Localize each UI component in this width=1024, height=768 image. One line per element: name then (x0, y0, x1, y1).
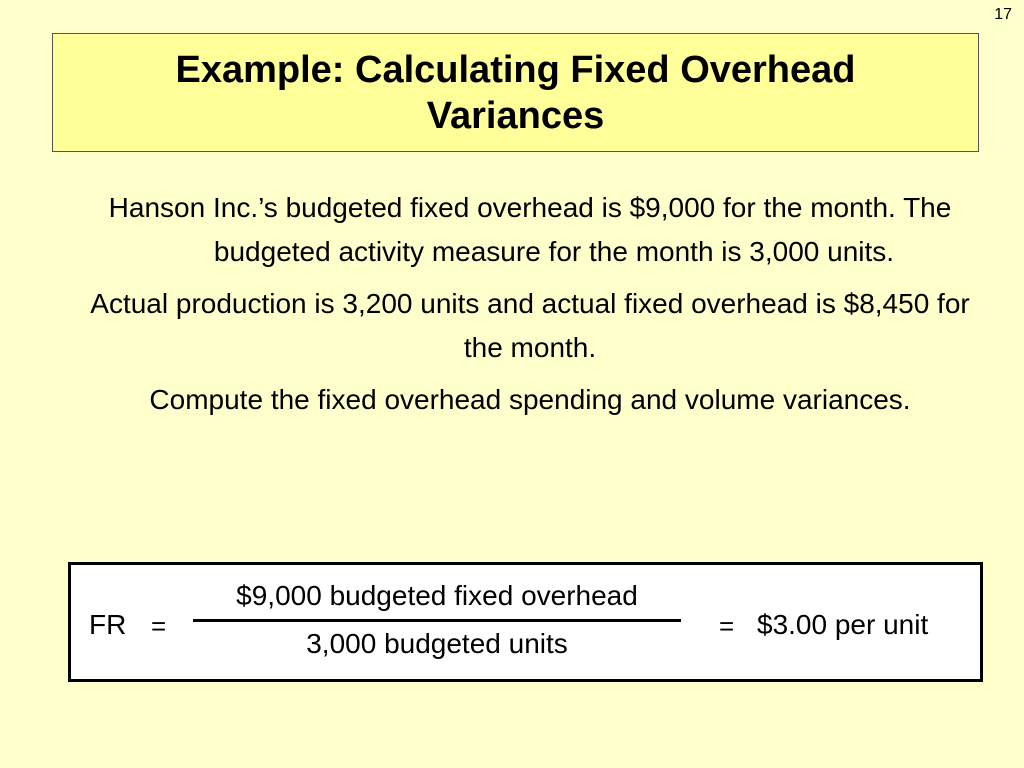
body-text (80, 186, 980, 430)
slide-title: Example: Calculating Fixed Overhead Variances (175, 48, 856, 137)
fraction-numerator: $9,000 budgeted fixed overhead (236, 580, 638, 611)
formula-label: FR (89, 609, 127, 640)
title-box (52, 33, 979, 152)
paragraph-actual: Actual production is 3,200 units and actual fixed overhead is $8,450 for the month. (90, 288, 970, 363)
fraction-denominator: 3,000 budgeted units (306, 628, 568, 659)
formula-box (68, 562, 983, 682)
equals-sign: = (151, 611, 167, 641)
slide-number: 17 (994, 6, 1012, 23)
paragraph-instruction: Compute the fixed overhead spending and volume variances. (149, 384, 911, 415)
fraction-bar (193, 619, 681, 622)
paragraph-budget: Hanson Inc.’s budgeted fixed overhead is $9,000 for the month. The budgeted activity measure for the month is 3,000 units. (108, 192, 952, 267)
fraction (189, 579, 685, 660)
formula-result: $3.00 per unit (757, 609, 929, 640)
equals-sign-result: = (719, 611, 735, 641)
